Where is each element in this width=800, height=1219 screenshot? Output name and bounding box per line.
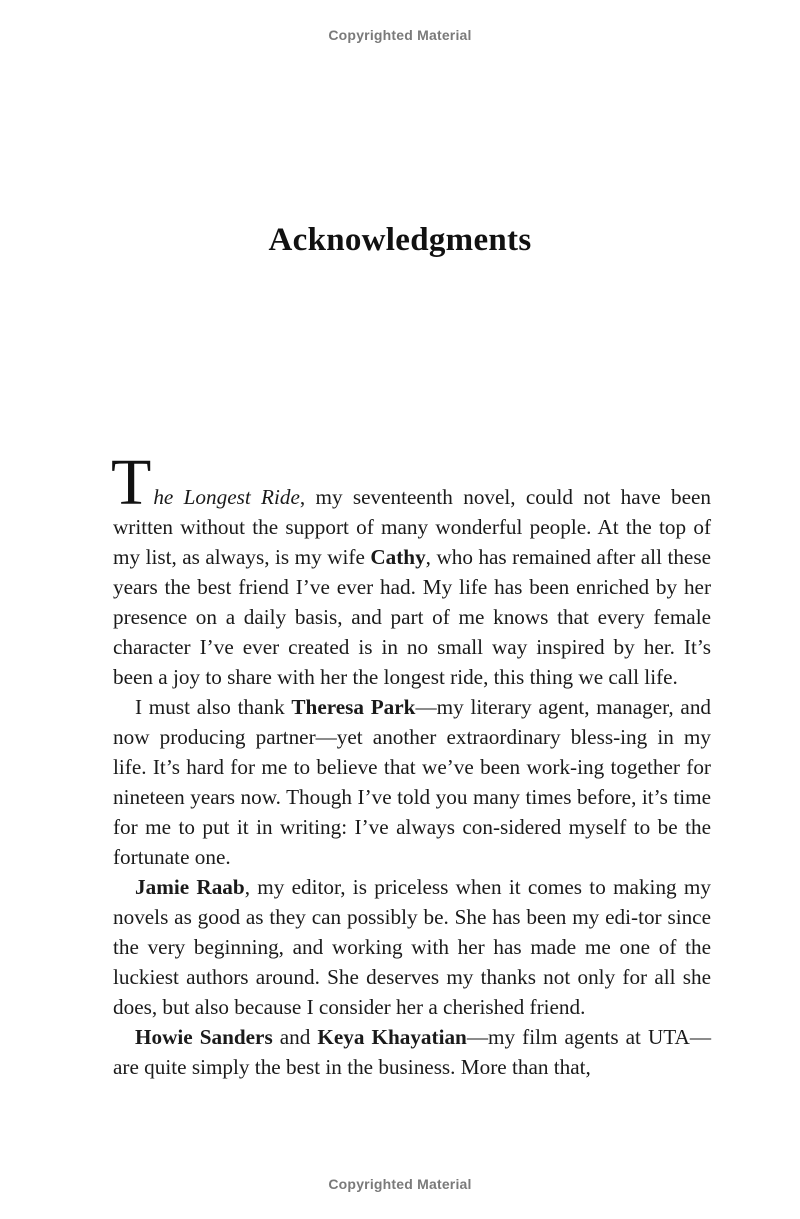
paragraph-2 xyxy=(113,692,711,872)
paragraph-text: —my film agents at UTA—are quite simply the best in the business. More than that, xyxy=(113,1025,712,1079)
chapter-title: Acknowledgments xyxy=(268,222,532,258)
paragraph-text: and xyxy=(272,1025,318,1049)
person-name: Keya Khayatian xyxy=(317,1025,467,1049)
paragraph-text: , who has remained after all these years the best friend I’ve ever had. My life has been enriched by her presence on a daily basis, and part of me knows that every female character I’ve ever created is in no small way inspired by her. It’s been a joy to share with her the longest ride, this thing we call life. xyxy=(113,545,711,689)
paragraph-text: , my seventeenth novel, could not have been written without the support of many wonderful people. At the top of my list, as always, is my wife xyxy=(113,485,711,569)
paragraph-text: —my literary agent, manager, and now producing partner—yet another extraordinary bless-ing in my life. It’s hard for me to believe that we’ve been work-ing together for nineteen years now. Though I’ve told you many times before, it’s time for me to put it in writing: I’ve always con-sidered myself to be the fortunate one. xyxy=(113,695,712,869)
book-title: he Longest Ride xyxy=(153,485,300,509)
drop-cap: T xyxy=(111,446,152,519)
paragraph-1 xyxy=(111,446,711,692)
body-text xyxy=(111,446,712,1082)
person-name: Jamie Raab xyxy=(135,875,245,899)
paragraph-3 xyxy=(113,872,711,1022)
paragraph-text: , my editor, is priceless when it comes to making my novels as good as they can possibly be. She has been my edi-tor since the very beginning, and working with her has made me one of the luckiest authors around. She deserves my thanks not only for all she does, but also because I consider her a cherished friend. xyxy=(113,875,711,1019)
paragraph-4 xyxy=(113,1022,711,1082)
person-name: Howie Sanders xyxy=(135,1025,273,1049)
person-name: Theresa Park xyxy=(291,695,416,719)
copyright-watermark-top: Copyrighted Material xyxy=(328,27,472,43)
paragraph-text: I must also thank xyxy=(135,695,292,719)
copyright-watermark-bottom: Copyrighted Material xyxy=(328,1176,472,1192)
person-name: Cathy xyxy=(370,545,426,569)
